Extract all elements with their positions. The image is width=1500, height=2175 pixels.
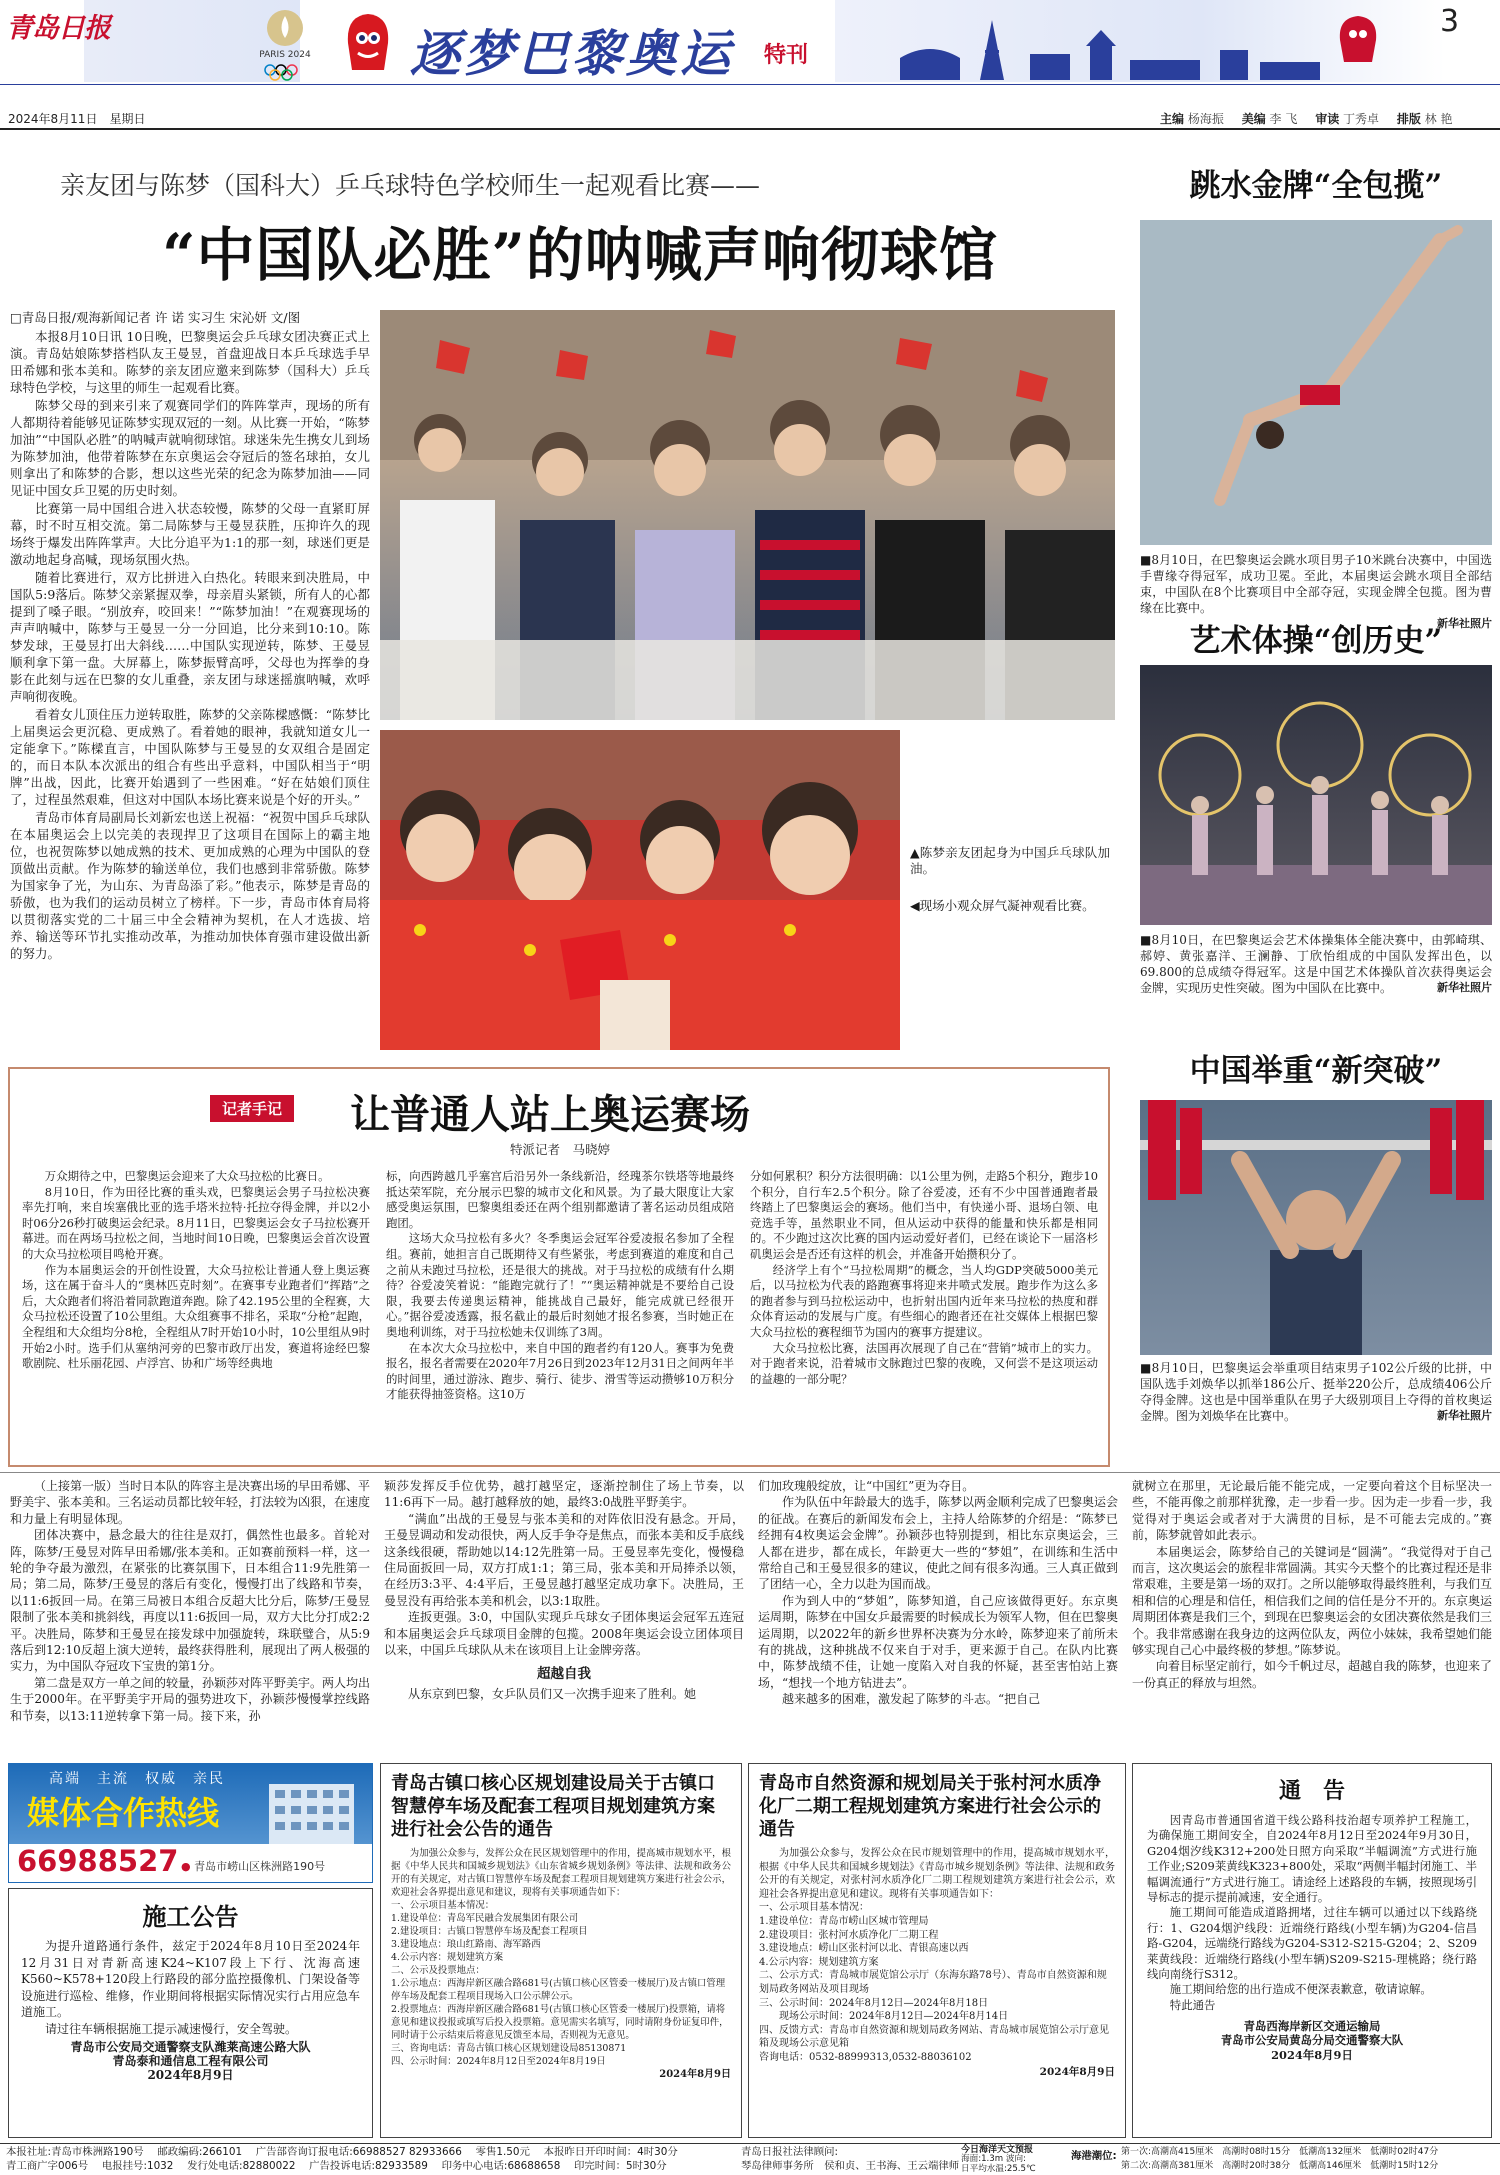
weather-title: 今日海洋天文预报: [961, 2145, 1034, 2155]
guzhenkou-intro: 为加强公众参与，发挥公众在民区规划管理中的作用，提高城市规划水平，根据《中华人民共和国城乡规划法》《山东省城乡规划条例》等法律、法规和政务公开的有关规定，对古镇口智慧停车场及配套工程项目规划建筑方案进行社会公示，欢迎社会各界提出意见和建议，现将有关事项通告如下：: [391, 1848, 731, 1898]
traffic-body: 因青岛市普通国省道干线公路科技治超专项养护工程施工，为确保施工期间安全，自2024年8月12日至2024年9月30日，G204烟汐线K312+200处日照方向采取“半幅调流”方式进行施工作业;S209莱黄线K323+800处，采取“两侧半幅封闭施工、半幅调流通行”方式进行施工。请途经上述路段的车辆，按照现场引导标志的提示提前减速，安全通行。: [1147, 1813, 1477, 1905]
masthead: [0, 0, 1500, 126]
weather-wave: 海面:1.3m 波向:: [961, 2154, 1026, 2164]
cont-paragraph: “满血”出战的王曼昱与张本美和的对阵依旧没有悬念。开局，王曼昱调动和发动很快，两人反手争夺是焦点，而张本美和反手底线这条线很硬，帮助她以14:12先胜第一局。王曼昱率先变化，慢慢稳住局面扳回一局，双方打成1:1；第三局，张本美和开局捧杀以领，在经历3:3平、4:4平后，王曼昱越打越坚定成功拿下。决胜局，王曼昱没有再给张本美和机会，以3:1取胜。: [384, 1511, 744, 1608]
side-caption-weightlifting: [1140, 1360, 1492, 1424]
paris-flame-icon: [240, 6, 330, 81]
construction-title: 施工公告: [142, 1903, 239, 1931]
tides-label: 海港潮位:: [1071, 2150, 1117, 2162]
media-phone: 66988527: [17, 1844, 179, 1878]
note-paragraph: 在本次大众马拉松中，来自中国的跑者约有120人。赛事为免费报名，报名者需要在2020年7月26日到2023年12月31日之间两年半的时间里，通过游泳、跑步、骑行、徒步、滑雪等运动攒够10万积分才能获得抽签资格。这10万: [386, 1340, 734, 1402]
cont-column-3: [758, 1478, 1118, 1748]
weightlifter-icon: [1140, 1100, 1492, 1355]
cheering-crowd-icon: [380, 310, 1115, 720]
note-byline: 特派记者 马晓婷: [510, 1142, 611, 1157]
guzhenkou-item: 2.投票地点：西海岸新区融合路681号(古镇口核心区管委一楼展厅)投票箱，请将意见和建议投报或填写后投入投票箱。意见需实名填写，同时请附身份证复印件，同时请于公示结束后将意见反馈至本局，否则视为无意见。: [391, 2004, 729, 2041]
guzhenkou-notice: [380, 1763, 742, 2138]
tides-first: 第一次:高潮高415厘米 高潮时08时15分 低潮高132厘米 低潮时02时47分: [1121, 2147, 1439, 2157]
cont-paragraph: 越来越多的困难，激发起了陈梦的斗志。“把自己: [782, 1692, 1041, 1707]
cont-paragraph: 本届奥运会，陈梦给自己的关键词是“圆满”。“我觉得对于自己而言，这次奥运会的旅程非常圆满。其实今天整个的比赛过程还是非常艰难，主要是第一场的双打。之所以能够取得最终胜利，与我们互相和信的心理是和信任，相信我们之间的信任是分不开的。东京奥运周期团体赛是我们三个，到现在巴黎奥运会的女团决赛依然是我们三个。我非常感谢在我身边的这两位队友，两位小妹妹，我希望她们能够实现自己心中最终极的梦想。”陈梦说。: [1132, 1544, 1492, 1658]
paris-skyline-icon: [860, 10, 1420, 82]
footer-print-start: 本报昨日开印时间：4时30分: [543, 2146, 678, 2158]
banner-title: 逐梦巴黎奥运: [410, 24, 734, 83]
cont-paragraph: 从东京到巴黎，女乒队员们又一次携手迎来了胜利。她: [408, 1687, 697, 1702]
lead-photo-cheering: [380, 310, 1115, 720]
cont-paragraph: 们加玫瑰般绽放，让“中国红”更为夺目。: [758, 1479, 975, 1493]
editor-credits: [1160, 110, 1453, 127]
traffic-title: 通 告: [1278, 1779, 1345, 1804]
cont-paragraph: 作为到人中的“梦姐”，陈梦知道，自己应该做得更好。东京奥运周期，陈梦在中国女乒最需要的时候成长为领军人物，但在巴黎奥运周期，以2022年的新乡世界杯决赛为分水岭，陈梦迎来了前所未有的挑战，这种挑战不仅来自于对手，更来源于自己。在队内比赛中，陈梦战绩不佳，让她一度陷入对自我的怀疑，甚至害怕站上赛场，“想找一个地方钻进去”。: [758, 1593, 1118, 1690]
reporter-note-box: [8, 1067, 1110, 1467]
cont-paragraph: 连扳更强。3:0，中国队实现乒乓球女子团体奥运会冠军五连冠和本届奥运会乒乓球项目金牌的包揽。2008年奥运会设立团体项目以来，中国乒乓球队从未在该项目上让金牌旁落。: [384, 1610, 744, 1658]
paris-logo: [240, 6, 330, 81]
gymnastics-photo: [1140, 665, 1492, 925]
gymnasts-hoops-icon: [1140, 665, 1492, 925]
resources-item: 四、反馈方式：青岛市自然资源和规划局政务网站、青岛城市展览馆公示厅意见箱及现场公示意见箱: [759, 2024, 1109, 2050]
footer-print-end: 印完时间：5时30分: [574, 2160, 667, 2172]
guzhenkou-title: 青岛古镇口核心区规划建设局关于古镇口智慧停车场及配套工程项目规划建筑方案进行社会公告的通告: [391, 1773, 715, 1840]
cont-paragraph: 向着目标坚定前行，如今千帆过尽，超越自我的陈梦，也迎来了一份真正的释放与坦然。: [1132, 1659, 1492, 1690]
resources-item: 二、公示方式：青岛城市展览馆公示厅（东海东路78号）、青岛市自然资源和规划局政务网站及项目现场: [759, 1970, 1107, 1995]
page-number: 3: [1440, 4, 1460, 39]
lead-paragraph: 比赛第一局中国组合进入状态较慢，陈梦的父母一直紧盯屏幕，时不时互相交流。第二局陈梦与王曼昱获胜，压抑许久的现场终于爆发出阵阵掌声。大比分追平为1:1的那一刻，球迷们更是激动地起身高喊，现场氛围火热。: [10, 501, 370, 567]
guzhenkou-item: 一、公示项目基本情况：: [391, 1900, 495, 1911]
weightlifting-photo: [1140, 1100, 1492, 1355]
cont-column-4: [1132, 1478, 1492, 1748]
cont-paragraph: 颖莎发挥反手位优势，越打越坚定，逐渐控制住了场上节奏，以11:6再下一局。越打越释放的她，最终3:0战胜平野美宇。: [384, 1479, 744, 1510]
media-title: 媒体合作热线: [27, 1794, 220, 1832]
note-title: 让普通人站上奥运赛场: [350, 1091, 750, 1138]
cont-paragraph: 就树立在那里，无论最后能不能完成，一定要向着这个目标坚决一些，不能再像之前那样犹豫，走一步看一步。因为走一步看一步，我觉得对于奥运会或者对于大满贯的目标，是不可能去完成的。”赛前，陈梦就曾如此表示。: [1132, 1479, 1492, 1543]
note-column-2: [386, 1169, 734, 1459]
note-paragraph: 分如何累积？积分方法很明确：以1公里为例，走路5个积分，跑步10个积分，自行车2.5个积分。除了谷爱凌，还有不少中国普通跑者最终踏上了巴黎奥运会的赛场。他们当中，有快递小哥、退场白领、电竞选手等，虽然职业不同，但从运动中获得的能量和快乐都是相同的。不少跑过这次比赛的国内运动爱好者们，已经在谈论下一届洛杉矶奥运会是否还有这样的机会，并准备开始攒积分了。: [750, 1169, 1098, 1261]
footer-rule: [0, 2143, 1500, 2144]
note-paragraph: 大众马拉松比赛，法国再次展现了自己在“营销”城市上的实力。对于跑者来说，沿着城市文脉跑过巴黎的夜晚，又何尝不是这项运动的益趣的一部分呢？: [750, 1340, 1098, 1386]
credit-role-layout: 排版: [1396, 112, 1421, 126]
resources-item: 2.建设项目：张村河水质净化厂二期工程: [759, 1929, 939, 1941]
footer-complaint-phone: 广告投诉电话:82933589: [309, 2160, 428, 2172]
footer-legal-2: 琴岛律师事务所 侯和贞、王书海、王云端律师: [741, 2160, 960, 2172]
lead-paragraph: 本报8月10日讯 10日晚，巴黎奥运会乒乓球女团决赛正式上演。青岛姑娘陈梦搭档队友王曼昱，首盘迎战日本乒乓球选手早田希娜和张本美和。陈梦的亲友团应邀来到陈梦（国科大）乒乓球特色学校，与这里的师生一起观看比赛。: [10, 329, 370, 395]
mascot-left: [338, 8, 398, 80]
traffic-notice: [1132, 1763, 1492, 2138]
traffic-body-3: 施工期间给您的出行造成不便深表歉意，敬请谅解。: [1169, 1982, 1432, 1997]
traffic-date: 2024年8月9日: [1271, 2047, 1353, 2062]
media-address: [181, 1858, 325, 1874]
construction-body: 为提升道路通行条件，兹定于2024年8月10日至2024年12月31日对青新高速K24~K107段上下行、沈海高速K560~K578+120段上行路段的部分监控摄像机、门架设备等设施进行巡检、维修，作业期间将根据实际情况实行占用应急车道施工。: [21, 1939, 360, 2019]
special-edition-label: 特刊: [764, 42, 809, 68]
paris-logo-text: PARIS 2024: [259, 50, 311, 60]
side-credit-diving: 新华社照片: [1437, 617, 1492, 630]
guzhenkou-item: 三、咨询电话：青岛古镇口核心区规划建设局85130871: [391, 2043, 627, 2054]
footer-license: 青工商广字006号: [6, 2160, 89, 2172]
guzhenkou-item: 3.建设地点：琅山红路南、海军路西: [391, 1939, 541, 1950]
footer: [6, 2145, 1496, 2175]
guzhenkou-item: 1.建设单位：青岛军民融合发展集团有限公司: [391, 1913, 579, 1924]
footer-address: 本报社址:青岛市株洲路190号: [6, 2146, 144, 2158]
footer-telegram: 电报挂号:1032: [101, 2160, 174, 2172]
side-title-gymnastics: 艺术体操“创历史”: [1189, 623, 1443, 659]
traffic-org-1: 青岛西海岸新区交通运输局: [1243, 2019, 1381, 2034]
resources-item: 1.建设单位：青岛市崂山区城市管理局: [759, 1915, 929, 1927]
credit-role-art: 美编: [1241, 112, 1266, 126]
media-hotline-ad: [8, 1763, 373, 1883]
resources-item: 咨询电话：0532-88999313,0532-88036102: [759, 2051, 972, 2063]
diver-icon: [1140, 220, 1492, 545]
note-paragraph: 8月10日，作为田径比赛的重头戏，巴黎奥运会男子马拉松决赛率先打响，来自埃塞俄比亚的选手塔米拉特·托拉夺得金牌，并以2小时06分26秒打破奥运会纪录。8月11日，巴黎奥运会女子马拉松赛开幕进。而在两场马拉松之间，当地时间10日晚，巴黎奥运会首次设置的大众马拉松项目鸣枪开赛。: [22, 1184, 370, 1261]
credit-name-art: 李 飞: [1269, 112, 1298, 126]
lead-paragraph: 随着比赛进行，双方比拼进入白热化。转眼来到决胜局，中国队5:9落后。陈梦父亲紧握双拳，母亲眉头紧锁，所有人的心都提到了嗓子眼。“别放弃，咬回来！”“陈梦加油！”在观赛现场的声声呐喊中，陈梦与王曼昱一分一分回追，比分来到10:10。陈梦发球，王曼昱打出大斜线……中国队实现逆转，陈梦、王曼昱顺利拿下第一盘。大屏幕上，陈梦振臂高呼，父母也为挥拳的身影在此刻与远在巴黎的女儿重叠，亲友团与球迷摇旗呐喊，欢呼声响彻夜晚。: [10, 570, 370, 704]
construction-body-2: 请过往车辆根据施工提示减速慢行，安全驾驶。: [45, 2021, 298, 2036]
note-column-1: [22, 1169, 370, 1459]
construction-org-2: 青岛泰和通信息工程有限公司: [112, 2054, 269, 2069]
cont-subhead: 超越自我: [537, 1666, 591, 1683]
phryge-mascot-icon: [338, 8, 398, 80]
credit-name-layout: 林 艳: [1424, 112, 1453, 126]
lead-text-column: [10, 310, 370, 1070]
continuation-rule: [0, 1472, 1500, 1473]
side-caption-gymnastics-text: ■8月10日，在巴黎奥运会艺术体操集体全能决赛中，由郭崎琪、郝婷、黄张嘉洋、王澜静、丁欣怡组成的中国队发挥出色，以69.800的总成绩夺得冠军。这是中国艺术体操队首次获得奥运会金牌，实现历史性突破。图为中国队在比赛中。: [1140, 933, 1492, 995]
side-credit-weightlifting: 新华社照片: [1437, 1409, 1492, 1422]
building-icon: [259, 1774, 364, 1849]
weather-water-temp: 日平均水温:25.5℃: [961, 2164, 1036, 2174]
traffic-closing: 特此通告: [1169, 1997, 1216, 2012]
resources-item: 3.建设地点：崂山区张村河以北、青银高速以西: [759, 1943, 969, 1955]
resources-item: 现场公示时间：2024年8月12日—2024年8月14日: [759, 2011, 1009, 2023]
credit-role-chief: 主编: [1160, 112, 1185, 126]
resources-item: 三、公示时间：2024年8月12日—2024年8月18日: [759, 1997, 989, 2009]
resources-notice: [748, 1763, 1126, 2138]
credit-name-proof: 丁秀卓: [1343, 112, 1380, 126]
media-slogan: 高端 主流 权威 亲民: [49, 1771, 225, 1787]
credit-role-proof: 审读: [1315, 112, 1340, 126]
location-pin-icon: ●: [181, 1860, 191, 1873]
note-paragraph: 标，向西跨越几乎塞宫后沿另外一条线新沿，经瑰茶尔铁塔等地最终抵达荣军院，充分展示巴黎的城市文化和风景。为了最大限度让大家感受奥运氛围，巴黎奥组委还在两个组别都邀请了著名运动员组成陪跑团。: [386, 1169, 734, 1230]
side-credit-gymnastics: 新华社照片: [1437, 981, 1492, 994]
media-address-text: 青岛市崂山区株洲路190号: [194, 1860, 326, 1873]
side-title-weightlifting: 中国举重“新突破”: [1189, 1053, 1443, 1089]
footer-price: 零售1.50元: [475, 2146, 530, 2158]
guzhenkou-date: 2024年8月9日: [659, 2069, 731, 2080]
cont-paragraph: 作为队伍中年龄最大的选手，陈梦以两金顺利完成了巴黎奥运会的征战。在赛后的新闻发布会上，主持人给陈梦的介绍是：“陈梦已经拥有4枚奥运会金牌”。孙颖莎也特别提到，相比东京奥运会，三人都在进步，都在成长，年龄更大一些的“梦姐”，在训练和生活中常给自己和王曼昱很多的建议，使此之间有很多沟通。三人真正做到了团结一心，全力以赴为国而战。: [758, 1495, 1118, 1592]
media-building: [259, 1774, 364, 1849]
footer-legal-1: 青岛日报社法律顾问:: [741, 2146, 839, 2158]
side-caption-diving-text: ■8月10日，在巴黎奥运会跳水项目男子10米跳台决赛中，中国选手曹缘夺得冠军，成功卫冕。至此，本届奥运会跳水项目全部结束，中国队在8个比赛项目中全部夺冠，实现金牌全包揽。图为曹缘在比赛中。: [1140, 553, 1492, 615]
guzhenkou-item: 二、公示及投票地点：: [391, 1965, 485, 1976]
date-rule: [0, 128, 1500, 130]
construction-date: 2024年8月9日: [147, 2068, 234, 2083]
lead-paragraph: 看着女儿顶住压力逆转取胜，陈梦的父亲陈樑感慨：“陈梦比上届奥运会更沉稳、更成熟了。看着她的眼神，我就知道女儿一定能拿下。”陈樑直言，中国队陈梦与王曼昱的女双组合是固定的，而日本队本次派出的组合有些出乎意料，中国队相当于“明牌”出战，因此，比赛开始遇到了一些困难。“好在姑娘们顶住了，过程虽然艰难，但这对中国队本场比赛来说是个好的开头。”: [10, 707, 370, 807]
lead-paragraph: 陈梦父母的到来引来了观赛同学们的阵阵掌声，现场的所有人都期待着能够见证陈梦实现双冠的一刻。从比赛一开始，“陈梦加油”“中国队必胜”的呐喊声就响彻球馆。球迷朱先生携女儿到场为陈梦加油，他带着陈梦在东京奥运会夺冠后的签名球拍，女儿则拿出了和陈梦的合影，想以这些光荣的纪念为陈梦加油——同见证中国女乒卫冕的历史时刻。: [10, 398, 370, 498]
side-caption-weightlifting-text: ■8月10日，巴黎奥运会举重项目结束男子102公斤级的比拼，中国队选手刘焕华以抓举186公斤、挺举220公斤，总成绩406公斤夺得金牌。这也是中国举重队在男子大级别项目上夺得的首枚奥运金牌。图为刘焕华在比赛中。: [1140, 1361, 1492, 1423]
resources-item: 一、公示项目基本情况：: [759, 1902, 869, 1914]
footer-postcode: 邮政编码:266101: [157, 2146, 243, 2158]
lead-photo-children: [380, 730, 900, 1050]
traffic-org-2: 青岛市公安局黄岛分局交通警察大队: [1220, 2033, 1404, 2048]
newspaper-name: 青岛日报: [6, 13, 110, 44]
side-title-diving: 跳水金牌“全包揽”: [1189, 168, 1443, 204]
resources-item: 4.公示内容：规划建筑方案: [759, 1956, 879, 1968]
lead-subtitle: 亲友团与陈梦（国科大）乒乓球特色学校师生一起观看比赛——: [60, 171, 761, 200]
guzhenkou-item: 1.公示地点：西海岸新区融合路681号(古镇口核心区管委一楼展厅)及古镇口管理停车场及配套工程项目现场入口公示牌公示。: [391, 1978, 726, 2002]
lead-caption-1: ▲陈梦亲友团起身为中国乒乓球队加油。: [910, 845, 1110, 876]
construction-notice: [8, 1888, 373, 2138]
lead-byline: □青岛日报/观海新闻记者 许 诺 实习生 宋沁妍 文/图: [10, 310, 301, 325]
masthead-rule: [0, 84, 1500, 85]
guzhenkou-item: 2.建设项目：古镇口智慧停车场及配套工程项目: [391, 1926, 588, 1937]
credit-name-chief: 杨海振: [1187, 112, 1224, 126]
note-paragraph: 经济学上有个“马拉松周期”的概念，当人均GDP突破5000美元后，以马拉松为代表的路跑赛事将迎来井喷式发展。跑步作为这么多的跑者参与到马拉松运动中，也折射出国内近年来马拉松的热度和群众体育运动的发展与广度。有些细心的跑者还在社交媒体上根据巴黎大众马拉松的赛程细节为国内的赛事方提建议。: [750, 1262, 1098, 1339]
tides-second: 第二次:高潮高381厘米 高潮时20时38分 低潮高146厘米 低潮时15时12分: [1121, 2161, 1439, 2171]
footer-print-center-phone: 印务中心电话:68688658: [441, 2160, 561, 2172]
lead-caption-2: ◀现场小观众屏气凝神观看比赛。: [910, 898, 1095, 913]
issue-date: 2024年8月11日 星期日: [8, 112, 146, 126]
cont-paragraph: 团体决赛中，悬念最大的往往是双打，偶然性也最多。首轮对阵，陈梦/王曼昱对阵早田希娜/张本美和。正如赛前预料一样，这一轮的争夺最为激烈，在紧张的比赛氛围下，日本组合11:9先胜第一局；第二局，陈梦/王曼昱的落后有变化，慢慢打出了线路和节奏，以11:6扳回一局。在第三局被日本组合反超大比分后，陈梦/王曼昱限制了张本美和挑斜线，再度以11:6扳回一局，双方大比分打成2:2平。决胜局，陈梦和王曼昱在接发球中加强旋转，珠联璧合，从5:9落后到12:10反超上演大逆转，最终获得胜利，展现出了两人极强的实力，为中国队夺冠攻下宝贵的第1分。: [10, 1528, 370, 1674]
diving-photo: [1140, 220, 1492, 545]
children-watching-icon: [380, 730, 900, 1050]
footer-line-1: [6, 2145, 678, 2160]
side-caption-gymnastics: [1140, 932, 1492, 996]
resources-intro: 为加强公众参与，发挥公众在民市规划管理中的作用，提高城市规划水平，根据《中华人民共和国城乡规划法》《青岛市城乡规划条例》等法律、法规和政务公开的有关规定，对张村河水质净化厂二期工程规划建筑方案进行社会公示，欢迎社会各界提出意见和建议。现将有关事项通告如下：: [759, 1848, 1115, 1900]
note-paragraph: 万众期待之中，巴黎奥运会迎来了大众马拉松的比赛日。: [44, 1169, 330, 1183]
cont-paragraph: 第二盘是双方一单之间的较量，孙颖莎对阵平野美宇。两人均出生于2000年。在平野美宇开局的强势进攻下，孙颖莎慢慢掌控线路和节奏，以13:11逆转拿下第一局。接下来，孙: [10, 1675, 370, 1723]
note-tag: 记者手记: [210, 1095, 294, 1122]
note-column-3: [750, 1169, 1098, 1459]
footer-ad-phone: 广告部咨询订报电话:66988527 82933666: [255, 2146, 462, 2158]
sidebar: [1140, 160, 1492, 1460]
cont-paragraph: （上接第一版）当时日本队的阵容主是决赛出场的早田希娜、平野美宇、张本美和。三名运动员都比较年轻，打法较为凶狠，在速度和力量上有明显体现。: [10, 1479, 370, 1526]
traffic-body-2: 施工期间可能造成道路拥堵，过往车辆可以通过以下线路绕行：1、G204烟沪线段：近端绕行路线(小型车辆)为G204-信昌路-G204，远端绕行路线为G204-S312-S215-G204；2、S209莱黄线段：近端绕行路线(小型车辆)S209-S215-理桃路；绕行路线向南绕行S312。: [1147, 1905, 1477, 1982]
cont-column-1: [10, 1478, 370, 1748]
note-paragraph: 这场大众马拉松有多火？冬季奥运会冠军谷爱凌报名参加了全程组。赛前，她担言自己既期待又有些紧张，考虑到赛道的难度和自己之前从未跑过马拉松，还是很大的挑战。对于马拉松的成绩有什么期待？谷爱凌笑着说：“能跑完就行了！”“奥运精神就是不要给自己设限，我要去传递奥运精神，能挑战自己最好，能完成就已经很开心。”据谷爱凌透露，报名截止的最后时刻她才报名参赛，当时她正在奥地利训练，对于马拉松她未仅训练了3周。: [386, 1231, 734, 1339]
lead-headline: “中国队必胜”的呐喊声响彻球馆: [162, 221, 998, 289]
lead-paragraph: 青岛市体育局副局长刘新宏也送上祝福：“祝贺中国乒乓球队在本届奥运会上以完美的表现捍卫了这项目在国际上的霸主地位，也祝贺陈梦以她成熟的技术、更加成熟的心理为中国队的登顶做出贡献。作为陈梦的输送单位，我们也感到非常骄傲。陈梦为国家争了光，为山东、为青岛添了彩。”他表示，陈梦是青岛的骄傲，也为我们的运动员树立了榜样。下一步，青岛市体育局将以贯彻落实党的二十届三中全会精神为契机，在人才选拔、培养、输送等环节扎实推动改革，为推动加快体育强市建设做出新的努力。: [10, 810, 370, 961]
resources-title: 青岛市自然资源和规划局关于张村河水质净化厂二期工程规划建筑方案进行社会公示的通告: [759, 1773, 1101, 1840]
footer-line-2: [6, 2159, 667, 2174]
guzhenkou-item: 四、公示时间：2024年8月12日至2024年8月19日: [391, 2056, 606, 2067]
resources-date: 2024年8月9日: [1039, 2065, 1115, 2078]
construction-org-1: 青岛市公安局交通警察支队潍莱高速公路大队: [70, 2040, 311, 2054]
cont-column-2: [384, 1478, 744, 1748]
guzhenkou-item: 4.公示内容：规划建筑方案: [391, 1952, 504, 1963]
footer-distribution-phone: 发行处电话:82880022: [187, 2160, 296, 2172]
note-paragraph: 作为本届奥运会的开创性设置，大众马拉松让普通人登上奥运赛场，这在属于奋斗人的“奥林匹克时刻”。在赛事专业跑者们“挥踏”之后，大众跑者们将沿着同款跑道奔跑。除了42.195公里的全程赛，大众马拉松还设置了10公里组。大众组赛事不排名，采取“分枪”起跑，全程组和大众组均分8枪，全程组从7时开始10小时，10公里组从9时开始2小时。选手们从塞纳河旁的巴黎市政厅出发，赛道将途经巴黎歌剧院、杜乐丽花园、卢浮宫、协和广场等经典地: [22, 1262, 370, 1371]
